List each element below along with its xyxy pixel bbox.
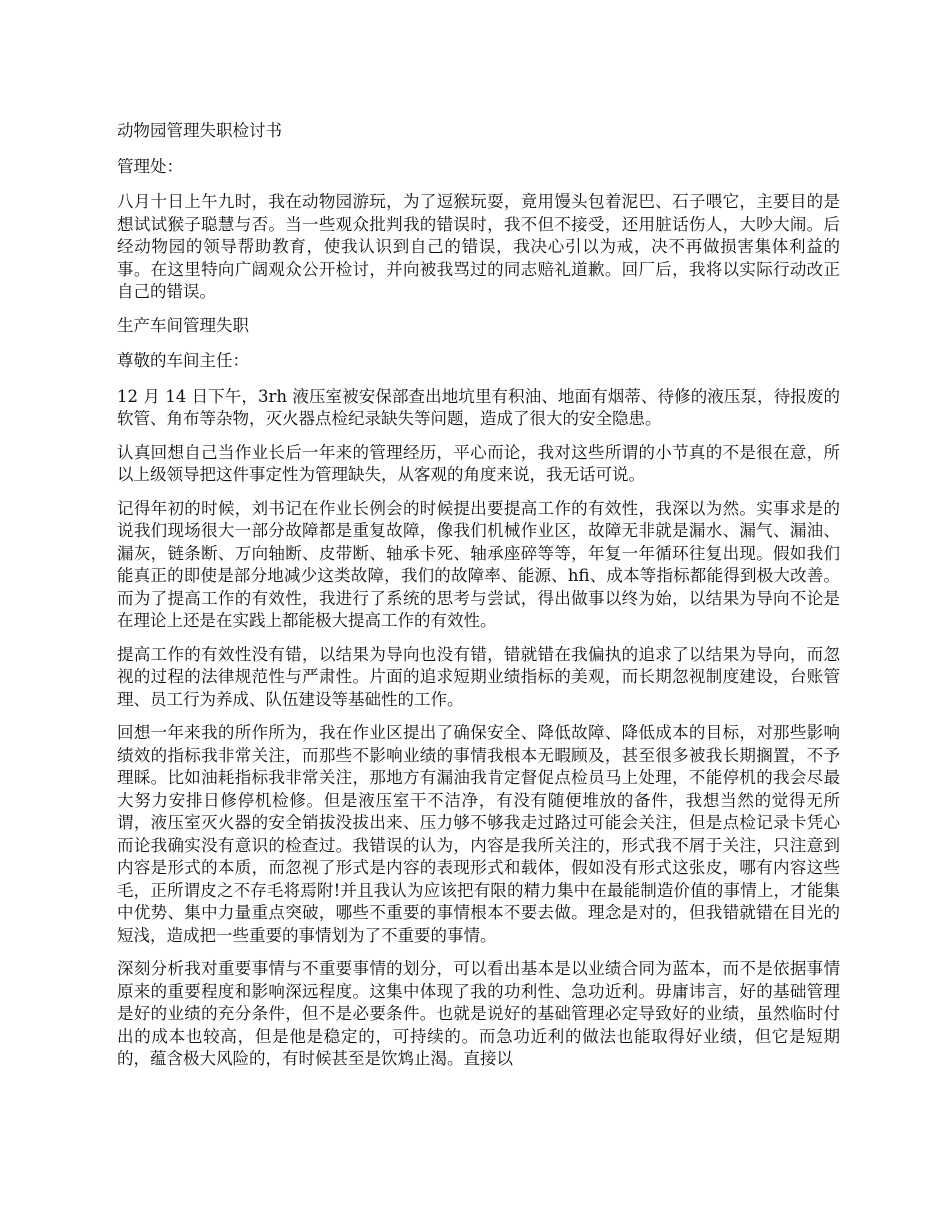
paragraph-result-oriented: 提高工作的有效性没有错，以结果为导向也没有错，错就错在我偏执的追求了以结果为导向，而忽视的过程的法律规范性与严肃性。片面的追求短期业绩指标的美观，而长期忽视制度建设，台账管理、员工行为养成、队伍建设等基础性的工作。 (117, 644, 840, 709)
document-title: 动物园管理失职检讨书 (117, 121, 282, 140)
section-heading-workshop: 生产车间管理失职 (117, 315, 249, 335)
salutation-management-office: 管理处： (117, 156, 183, 176)
document-page (117, 120, 840, 1082)
paragraph-review-year: 回想一年来我的所作所为，我在作业区提出了确保安全、降低故障、降低成本的目标，对那些影响绩效的指标我非常关注，而那些不影响业绩的事情我根本无暇顾及，甚至很多被我长期搁置，不予理睬。比如油耗指标我非常关注，那地方有漏油我肯定督促点检员马上处理，不能停机的我会尽最大努力安排日修停机检修。但是液压室干不洁净，有没有随便堆放的备件，我想当然的觉得无所谓，液压室灭火器的安全销拔没拔出来、压力够不够我走过路过可能会关注，但是点检记录卡凭心而论我确实没有意识的检查过。我错误的认为，内容是我所关注的，形式我不屑于关注，只注意到内容是形式的本质，而忽视了形式是内容的表现形式和载体，假如没有形式这张皮，哪有内容这些毛，正所谓皮之不存毛将焉附!并且我认为应该把有限的精力集中在最能制造价值的事情上，才能集中优势、集中力量重点突破，哪些不重要的事情根本不要去做。理念是对的，但我错就错在目光的短浅，造成把一些重要的事情划为了不重要的事情。 (117, 723, 840, 945)
paragraph-analysis: 深刻分析我对重要事情与不重要事情的划分，可以看出基本是以业绩合同为蓝本，而不是依据事情原来的重要程度和影响深远程度。这集中体现了我的功利性、急功近利。毋庸讳言，好的基础管理是好的业绩的充分条件，但不是必要条件。也就是说好的基础管理必定导致好的业绩，虽然临时付出的成本也较高，但是他是稳定的，可持续的。而急功近利的做法也能取得好业绩，但它是短期的，蕴含极大风险的，有时候甚至是饮鸩止渴。直接以 (117, 959, 840, 1068)
paragraph-effectiveness: 记得年初的时候，刘书记在作业长例会的时候提出要提高工作的有效性，我深以为然。实事求是的说我们现场很大一部分故障都是重复故障，像我们机械作业区，故障无非就是漏水、漏气、漏油、漏灰，链条断、万向轴断、皮带断、轴承卡死、轴承座碎等等，年复一年循环往复出现。假如我们能真正的即使是部分地减少这类故障，我们的故障率、能源、hfi、成本等指标都能得到极大改善。而为了提高工作的有效性，我进行了系统的思考与尝试，得出做事以终为始，以结果为导向不论是在理论上还是在实践上都能极大提高工作的有效性。 (117, 498, 840, 630)
paragraph-hydraulic-room-issues: 12 月 14 日下午，3rh 液压室被安保部查出地坑里有积油、地面有烟蒂、待修的液压泵，待报废的软管、角布等杂物，灭火器点检纪录缺失等问题，造成了很大的安全隐患。 (117, 386, 840, 428)
paragraph-reflection: 认真回想自己当作业长后一年来的管理经历，平心而论，我对这些所谓的小节真的不是很在意，所以上级领导把这件事定性为管理缺失，从客观的角度来说，我无话可说。 (117, 442, 840, 484)
paragraph-zoo-incident: 八月十日上午九时，我在动物园游玩，为了逗猴玩耍，竟用馒头包着泥巴、石子喂它，主要目的是想试试猴子聪慧与否。当一些观众批判我的错误时，我不但不接受，还用脏话伤人，大吵大闹。后经动物园的领导帮助教育，使我认识到自己的错误，我决心引以为戒，决不再做损害集体利益的事。在这里特向广阔观众公开检讨，并向被我骂过的同志赔礼道歉。回厂后，我将以实际行动改正自己的错误。 (117, 192, 840, 301)
salutation-workshop-director: 尊敬的车间主任： (117, 351, 249, 370)
